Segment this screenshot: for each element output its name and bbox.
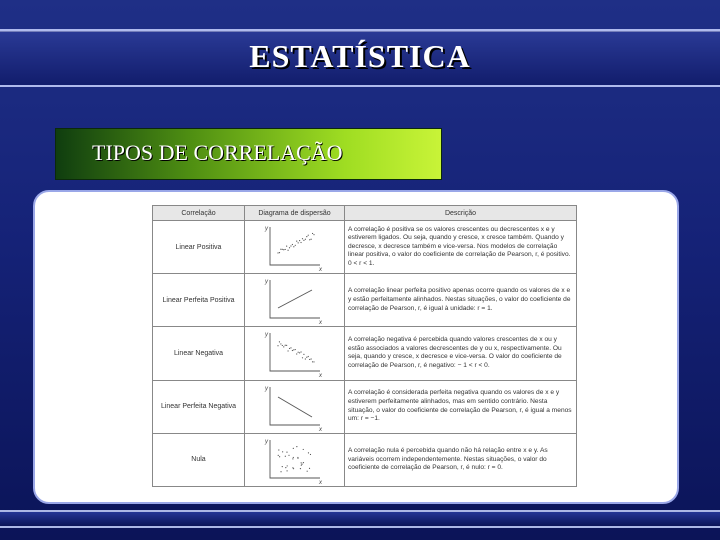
scatter-point: [280, 344, 281, 345]
scatter-point: [292, 458, 293, 459]
x-axis-label: x: [319, 267, 322, 274]
positive-line-diagram: [248, 274, 348, 326]
table-row: [153, 327, 577, 380]
scatter-point: [303, 462, 304, 463]
scatter-diagram-cell: [245, 327, 345, 380]
scatter-point: [286, 470, 287, 471]
x-axis-label: x: [319, 479, 322, 486]
scatter-point: [289, 247, 290, 248]
scatter-point: [290, 348, 291, 349]
scatter-point: [285, 249, 286, 250]
positive-scatter-diagram: [248, 221, 348, 273]
scatter-point: [285, 456, 286, 457]
x-axis-label: x: [319, 373, 322, 380]
scatter-point: [312, 233, 313, 234]
scatter-diagram-cell: [245, 274, 345, 327]
scatter-point: [292, 350, 293, 351]
correlation-type: Nula: [153, 433, 245, 486]
scatter-diagram-cell: [245, 221, 345, 274]
table-row: [153, 221, 577, 274]
scatter-point: [279, 252, 280, 253]
scatter-point: [282, 451, 283, 452]
header-correlation: Correlação: [153, 206, 245, 221]
scatter-point: [277, 252, 278, 253]
scatter-point: [278, 455, 279, 456]
scatter-point: [287, 465, 288, 466]
scatter-point: [287, 351, 288, 352]
scatter-point: [297, 457, 298, 458]
scatter-point: [298, 352, 299, 353]
bottom-rule: [0, 526, 720, 528]
slide-subtitle: TIPOS DE CORRELAÇÃO: [92, 140, 343, 165]
axes: [270, 387, 320, 425]
scatter-point: [289, 348, 290, 349]
scatter-point: [302, 238, 303, 239]
scatter-point: [286, 345, 287, 346]
scatter-point: [282, 466, 283, 467]
scatter-point: [283, 249, 284, 250]
scatter-point: [303, 240, 304, 241]
correlation-type: Linear Negativa: [153, 327, 245, 380]
scatter-point: [296, 446, 297, 447]
scatter-point: [280, 249, 281, 250]
trend-line: [278, 290, 312, 308]
scatter-point: [283, 347, 284, 348]
header-scatter-diagram: Diagrama de dispersão: [245, 206, 345, 221]
scatter-point: [301, 464, 302, 465]
slide-title: ESTATÍSTICA: [249, 38, 471, 74]
scatter-diagram-cell: [245, 380, 345, 433]
scatter-point: [301, 462, 302, 463]
scatter-point: [288, 455, 289, 456]
x-axis-label: x: [319, 426, 322, 433]
scatter-point: [293, 246, 294, 247]
scatter-point: [302, 358, 303, 359]
table-header-row: [153, 206, 577, 221]
scatter-point: [311, 359, 312, 360]
scatter-point: [307, 470, 308, 471]
scatter-point: [279, 342, 280, 343]
scatter-point: [309, 468, 310, 469]
correlation-description: A correlação é considerada perfeita negativa quando os valores de x e y estiverem perfeitamente alinhados, mas em sentido contrário. Nesta situação, o valor do coeficiente de correlação de Pearson, r, é igual a menos um: r = −1.: [345, 380, 577, 433]
table-row: [153, 274, 577, 327]
scatter-point: [309, 359, 310, 360]
correlation-type: Linear Positiva: [153, 221, 245, 274]
correlation-table: [152, 205, 577, 487]
negative-line-diagram: [248, 381, 348, 433]
scatter-point: [290, 245, 291, 246]
scatter-point: [306, 236, 307, 237]
axes: [270, 440, 320, 478]
scatter-point: [303, 354, 304, 355]
y-axis-label: y: [265, 385, 268, 392]
scatter-point: [295, 349, 296, 350]
scatter-diagram-cell: [245, 433, 345, 486]
scatter-point: [309, 239, 310, 240]
correlation-description: A correlação negativa é percebida quando valores crescentes de x ou y estão associados a valores decrescentes de y ou x, respectivamente. Ou seja, quando y cresce, x decresce e vice-versa. O valor do coeficiente de correlação de Pearson, r, é negativo: − 1 < r < 0.: [345, 327, 577, 380]
scatter-point: [313, 362, 314, 363]
scatter-point: [306, 357, 307, 358]
footer-band: [0, 512, 720, 526]
scatter-point: [300, 242, 301, 243]
scatter-point: [279, 456, 280, 457]
scatter-point: [301, 463, 302, 464]
y-axis-label: y: [265, 279, 268, 286]
y-axis-label: y: [265, 332, 268, 339]
axes: [270, 333, 320, 371]
scatter-point: [296, 241, 297, 242]
scatter-point: [296, 354, 297, 355]
y-axis-label: y: [265, 438, 268, 445]
y-axis-label: y: [265, 226, 268, 233]
scatter-point: [303, 449, 304, 450]
scatter-point: [278, 449, 279, 450]
negative-scatter-diagram: [248, 327, 348, 379]
correlation-description: A correlação linear perfeita positivo apenas ocorre quando os valores de x e y estão perfeitamente alinhados. Nestas situações, o valor do coeficiente de correlação de Pearson, r, é igual à unidade: r = 1.: [345, 274, 577, 327]
scatter-point: [298, 242, 299, 243]
scatter-point: [293, 457, 294, 458]
scatter-point: [292, 244, 293, 245]
scatter-point: [312, 362, 313, 363]
scatter-point: [286, 246, 287, 247]
table-row: [153, 380, 577, 433]
scatter-point: [305, 359, 306, 360]
x-axis-label: x: [319, 320, 322, 327]
scatter-point: [286, 451, 287, 452]
scatter-point: [282, 249, 283, 250]
trend-line: [278, 397, 312, 417]
scatter-point: [277, 346, 278, 347]
scatter-point: [308, 452, 309, 453]
scatter-point: [299, 240, 300, 241]
scatter-point: [293, 468, 294, 469]
correlation-type: Linear Perfeita Negativa: [153, 380, 245, 433]
correlation-description: A correlação nula é percebida quando não há relação entre x e y. As variáveis ocorrem independentemente. Nestas situações, o valor do coeficiente de correlação de Pearson, r, é nulo: r = 0.: [345, 433, 577, 486]
scatter-point: [285, 345, 286, 346]
scatter-point: [293, 350, 294, 351]
scatter-point: [300, 352, 301, 353]
scatter-point: [285, 467, 286, 468]
scatter-point: [282, 345, 283, 346]
scatter-point: [308, 235, 309, 236]
scatter-point: [305, 239, 306, 240]
scatter-point: [313, 234, 314, 235]
scatter-point: [300, 468, 301, 469]
null-scatter-diagram: [248, 434, 348, 486]
scatter-point: [299, 353, 300, 354]
scatter-point: [310, 454, 311, 455]
scatter-point: [311, 239, 312, 240]
scatter-point: [295, 245, 296, 246]
axes: [270, 227, 320, 265]
title-bottom-rule: [0, 85, 720, 87]
scatter-point: [287, 250, 288, 251]
scatter-point: [308, 356, 309, 357]
correlation-type: Linear Perfeita Positiva: [153, 274, 245, 327]
correlation-description: A correlação é positiva se os valores crescentes ou decrescentes x e y estiverem ligados. Ou seja, quando y cresce, x cresce também. Quando y decresce, x decresce também e vice-versa. Nos modelos de correlação linear positiva, o valor do coeficiente de correlação de Pearson, r, é positivo. 0 < r < 1.: [345, 221, 577, 274]
scatter-point: [293, 448, 294, 449]
header-description: Descrição: [345, 206, 577, 221]
scatter-point: [280, 471, 281, 472]
table-row: [153, 433, 577, 486]
